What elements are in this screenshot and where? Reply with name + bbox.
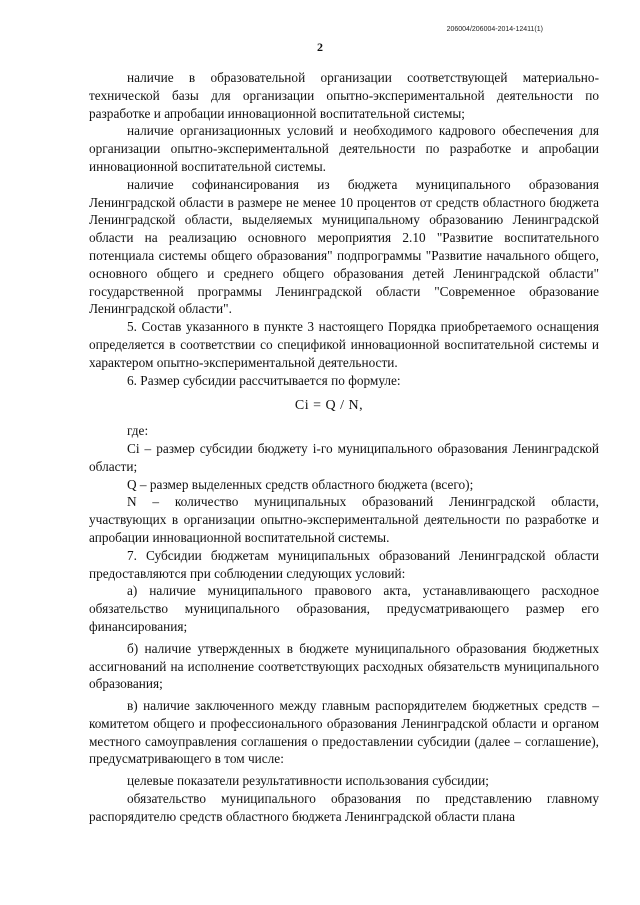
paragraph: наличие в образовательной организации соответствующей материально-технической базы для организации опытно-экспериментальной деятельности по разработке и апробации инновационной воспитательной системы; [89, 70, 599, 121]
paragraph: 5. Состав указанного в пункте 3 настоящего Порядка приобретаемого оснащения определяется в соответствии со спецификой инновационной воспитательной системы и характером опытно-экспериментальной деятельности. [89, 319, 599, 370]
subsidy-formula: Ci = Q / N, [294, 398, 364, 414]
paragraph: целевые показатели результативности использования субсидии; [127, 773, 489, 789]
paragraph: 7. Субсидии бюджетам муниципальных образований Ленинградской области предоставляются при соблюдении следующих условий: [89, 547, 599, 581]
paragraph: наличие софинансирования из бюджета муниципального образования Ленинградской области в размере не менее 10 процентов от средств областного бюджета Ленинградской области, выделяемых муниципальному образованию Ленинградской области на реализацию основного мероприятия 2.10 "Развитие воспитательного потенциала системы общего образования" подпрограммы "Развитие начального общего, основного общего и среднего общего образования детей Ленинградской области" государственной программы Ленинградской области "Современное образование Ленинградской области". [89, 176, 599, 317]
paragraph: в) наличие заключенного между главным распорядителем бюджетных средств – комитетом общего и профессионального образования Ленинградской области и органом местного самоуправления соглашения о предоставлении субсидии (далее – соглашение), предусматривающего в том числе: [89, 698, 599, 767]
document-id: 206004/206004-2014-12411(1) [446, 26, 543, 33]
paragraph: наличие организационных условий и необходимого кадрового обеспечения для организации опытно-экспериментальной деятельности по разработке и апробации инновационной воспитательной системы. [89, 123, 599, 174]
paragraph: б) наличие утвержденных в бюджете муниципального образования бюджетных ассигнований на исполнение соответствующих расходных обязательств муниципального образования; [89, 640, 599, 692]
paragraph: N – количество муниципальных образований Ленинградской области, участвующих в организации опытно-экспериментальной деятельности по разработке и апробации инновационной воспитательной системы. [89, 494, 599, 545]
paragraph: а) наличие муниципального правового акта, устанавливающего расходное обязательство муниципального образования, предусматривающего размер его финансирования; [89, 583, 599, 634]
page-number: 2 [317, 40, 323, 54]
paragraph: 6. Размер субсидии рассчитывается по формуле: [127, 372, 401, 388]
paragraph: Ci – размер субсидии бюджету i-го муниципального образования Ленинградской области; [89, 440, 599, 474]
paragraph: обязательство муниципального образования по представлению главному распорядителю средств областного бюджета Ленинградской области плана [89, 791, 599, 824]
paragraph: Q – размер выделенных средств областного бюджета (всего); [127, 476, 474, 492]
paragraph: где: [127, 423, 149, 439]
document-body [89, 69, 599, 826]
